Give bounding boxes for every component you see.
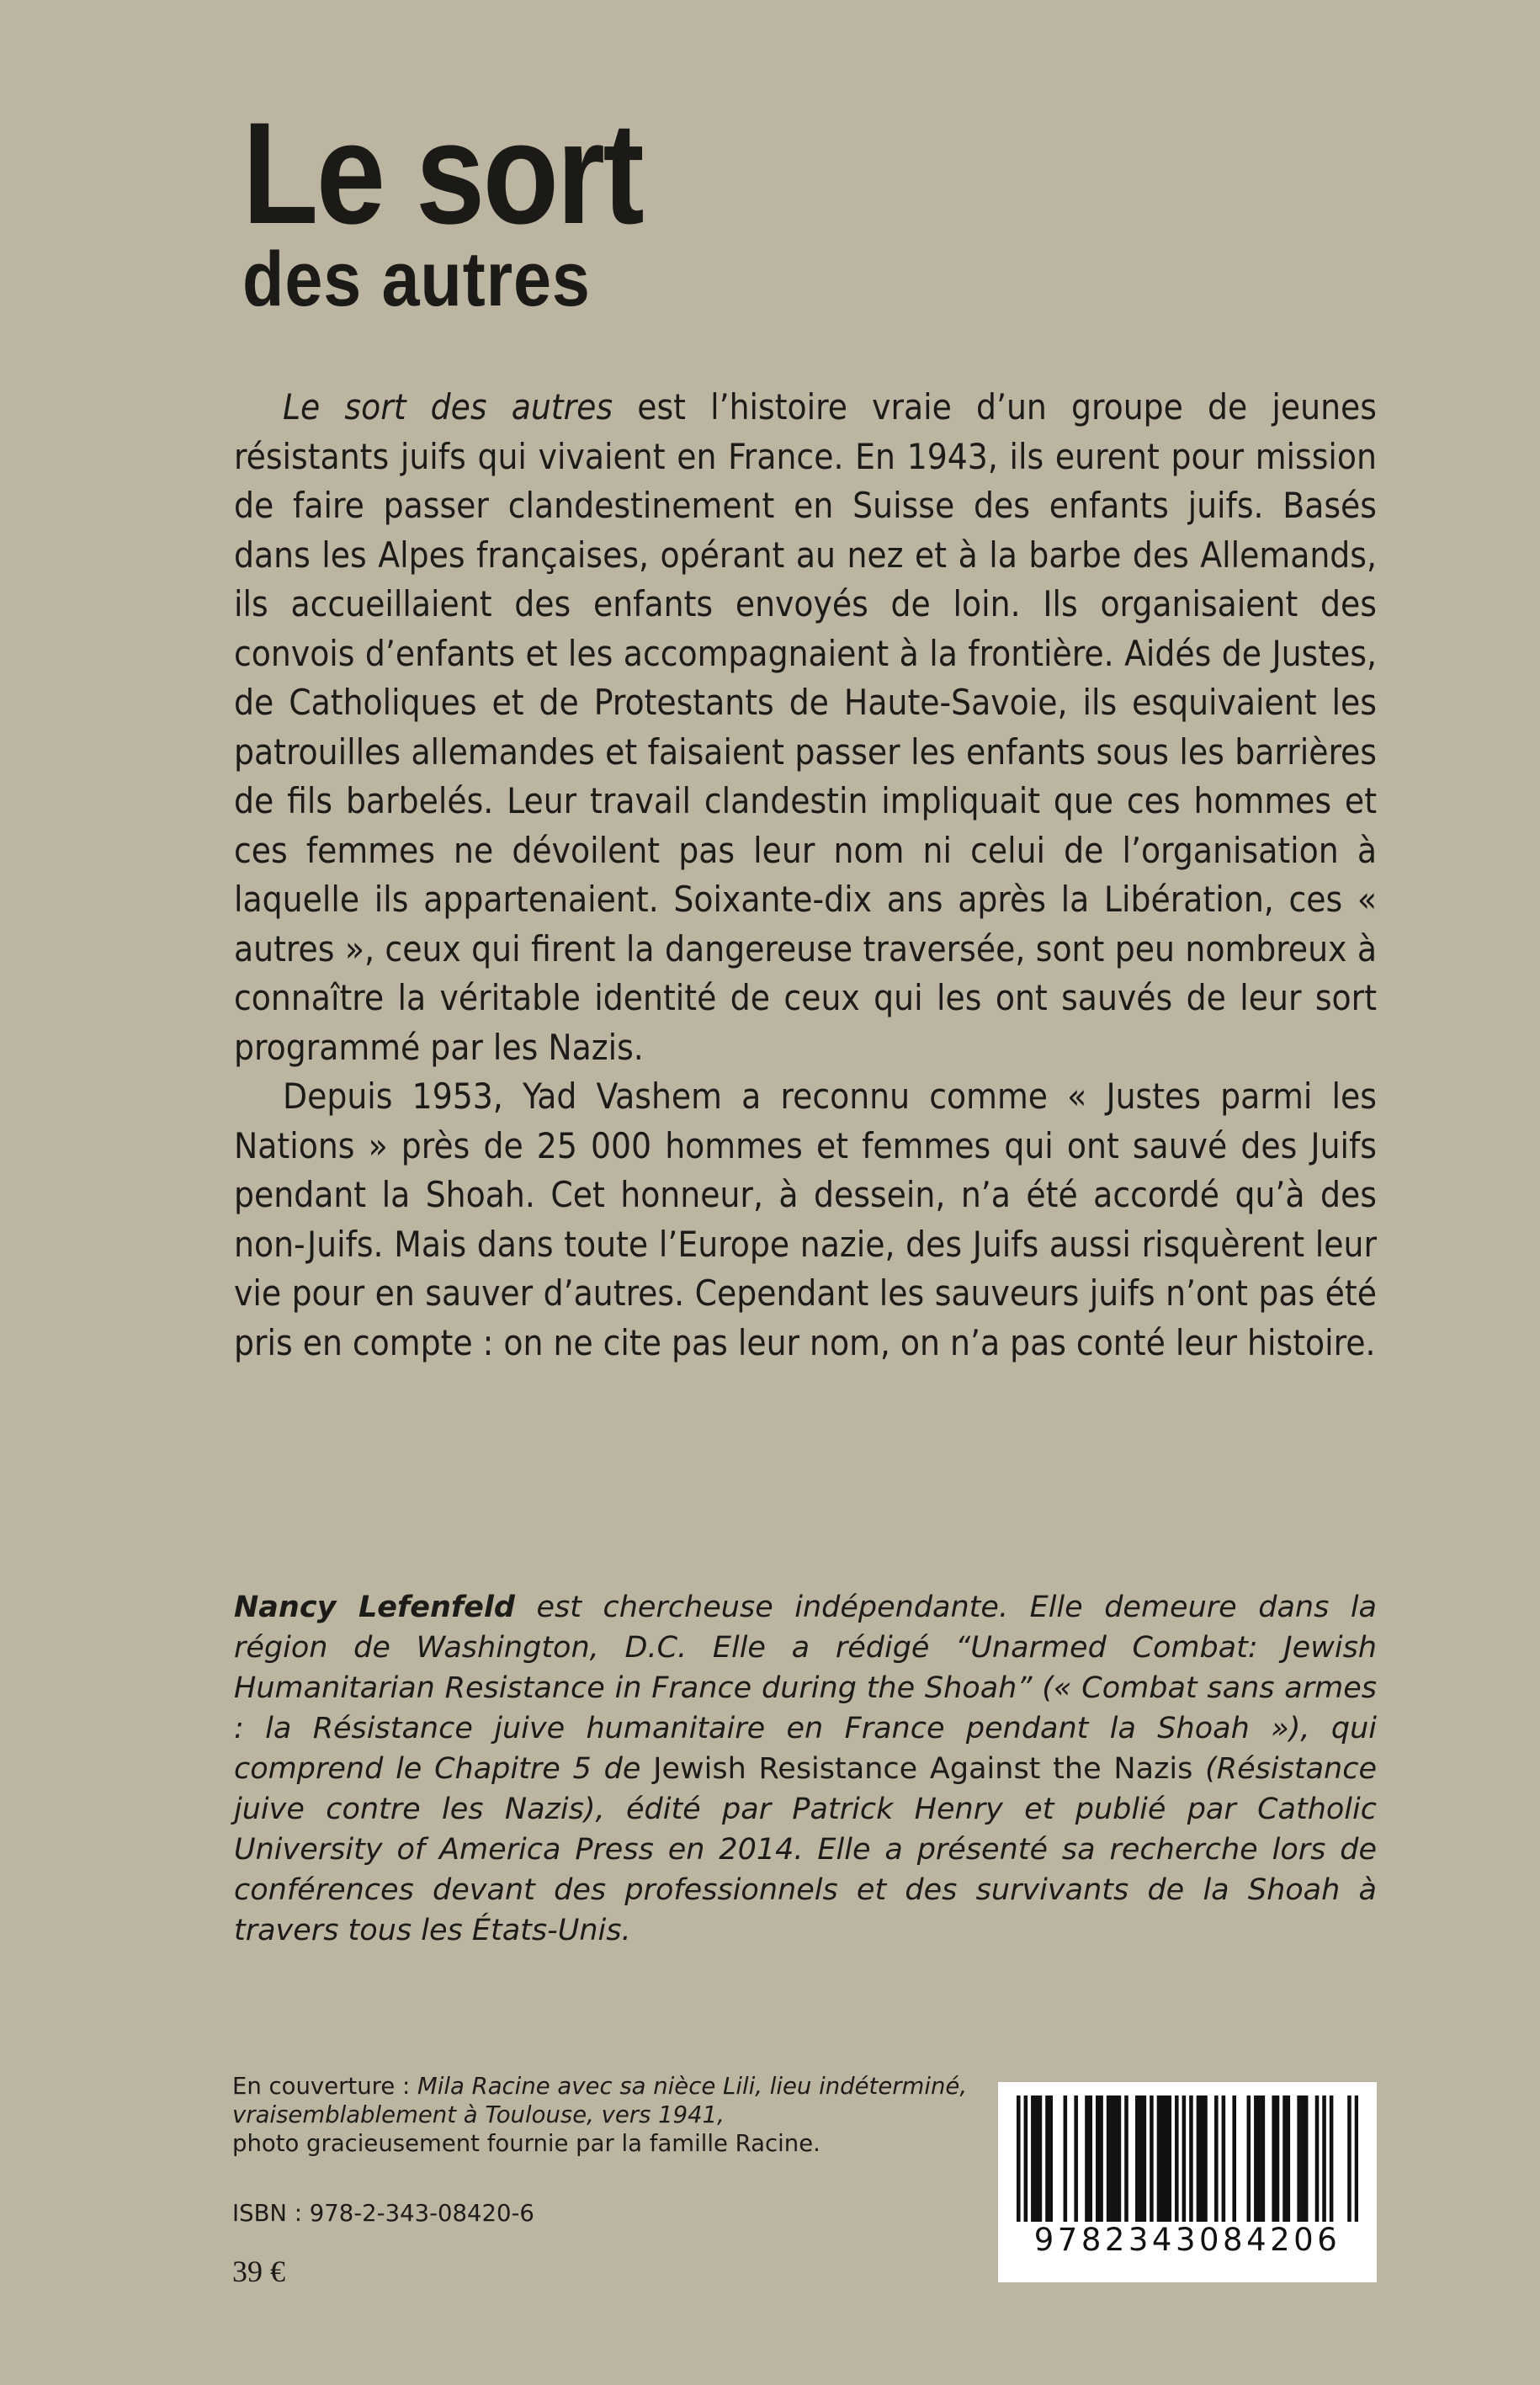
barcode-bar <box>1355 2096 1358 2222</box>
barcode-bar <box>1200 2096 1204 2222</box>
barcode-bar <box>1017 2096 1021 2222</box>
barcode-bar <box>1110 2096 1114 2222</box>
summary-book-title: Le sort des autres <box>283 386 613 428</box>
bio-text-2: (Résistance juive contre les Nazis), édité par Patrick Henry et publié par Catholic University of America Press en 2014. Elle a présenté sa recherche lors de conférences devant des professionnels et des survivants de la Shoah à travers tous les États-Unis. <box>234 1752 1377 1947</box>
barcode-bar <box>1074 2096 1078 2222</box>
barcode-bar <box>1197 2096 1201 2222</box>
barcode-digits: 9782343084206 <box>1033 2222 1341 2258</box>
barcode-bar <box>1167 2096 1171 2222</box>
summary-paragraph-1-text: est l’histoire vraie d’un groupe de jeunes résistants juifs qui vivaient en France. En 1943, ils eurent pour mission de faire passer clandestinement en Suisse des enfants juifs. Basés dans les Alpes françaises, opérant au nez et à la barbe des Allemands, ils accueillaient des enfants envoyés de loin. Ils organisaient des convois d’enfants et les accompagnaient à la frontière. Aidés de Justes, de Catholiques et de Protestants de Haute-Savoie, ils esquivaient les patrouilles allemandes et faisaient passer les enfants sous les barrières de fils barbelés. Leur travail clandestin impliquait que ces hommes et ces femmes ne dévoilent pas leur nom ni celui de l’organisation à laquelle ils appartenaient. Soixante-dix ans après la Libération, ces « autres », ceux qui firent la dangereuse traversée, sont peu nombreux à connaître la véritable identité de ceux qui les ont sauvés de leur sort programmé par les Nazis. <box>234 386 1377 1068</box>
barcode-bars <box>1017 2096 1358 2222</box>
barcode-bar <box>1330 2096 1334 2222</box>
barcode-bar <box>1064 2096 1068 2222</box>
title-line-1: Le sort <box>242 93 643 254</box>
barcode-bar <box>1214 2096 1219 2222</box>
bio-text-1: est chercheuse indépendante. Elle demeure dans la région de Washington, D.C. Elle a rédigé “Unarmed Combat: Jewish Humanitarian Resistance in France during the Shoah” (« Combat sans armes : la Résistance juive humanitaire en France pendant la Shoah »), qui comprend le Chapitre 5 de <box>234 1591 1378 1786</box>
barcode-bar <box>1024 2096 1028 2222</box>
barcode-bar <box>1164 2096 1168 2222</box>
barcode <box>998 2082 1377 2282</box>
summary-text <box>234 383 1377 1368</box>
barcode-bar <box>1031 2096 1035 2222</box>
book-title <box>242 93 707 322</box>
barcode-bar <box>1254 2096 1258 2222</box>
barcode-bar <box>1124 2096 1128 2222</box>
barcode-bar <box>1347 2096 1351 2222</box>
author-name: Nancy Lefenfeld <box>234 1591 515 1624</box>
barcode-bar <box>1160 2096 1165 2222</box>
barcode-bar <box>1139 2096 1143 2222</box>
barcode-bar <box>1045 2096 1049 2222</box>
barcode-bar <box>1257 2096 1261 2222</box>
barcode-bar <box>1261 2096 1266 2222</box>
price: 39 € <box>232 2255 285 2288</box>
barcode-bar <box>1107 2096 1111 2222</box>
barcode-bar <box>1287 2096 1291 2222</box>
credits-description: Mila Racine avec sa nièce Lili, lieu indéterminé, vraisemblablement à Toulouse, vers 1941, <box>232 2073 968 2128</box>
barcode-bar <box>1175 2096 1179 2222</box>
barcode-bar <box>1282 2096 1287 2222</box>
barcode-bar <box>1247 2096 1251 2222</box>
barcode-bar <box>1113 2096 1118 2222</box>
barcode-bar <box>1135 2096 1139 2222</box>
barcode-bar <box>1143 2096 1147 2222</box>
barcode-bar <box>1038 2096 1043 2222</box>
credits-label: En couverture : <box>232 2073 417 2100</box>
credits-photo-source: photo gracieusement fournie par la famille Racine. <box>232 2130 820 2157</box>
barcode-bar <box>1085 2096 1089 2222</box>
barcode-bar <box>1049 2096 1053 2222</box>
barcode-bar <box>1150 2096 1154 2222</box>
author-bio-paragraph <box>234 1587 1377 1951</box>
barcode-bar <box>1322 2096 1326 2222</box>
cover-credits <box>232 2072 973 2158</box>
barcode-bar <box>1157 2096 1161 2222</box>
credits-caption <box>232 2072 973 2129</box>
barcode-bar <box>1297 2096 1301 2222</box>
title-line-2: des autres <box>242 236 591 322</box>
barcode-bar <box>1118 2096 1122 2222</box>
barcode-bar <box>1182 2096 1187 2222</box>
author-bio <box>234 1587 1377 1951</box>
isbn: ISBN : 978-2-343-08420-6 <box>232 2200 534 2227</box>
barcode-bar <box>1222 2096 1226 2222</box>
barcode-bar <box>1301 2096 1305 2222</box>
barcode-bar <box>1272 2096 1276 2222</box>
barcode-bar <box>1304 2096 1309 2222</box>
barcode-bar <box>1099 2096 1103 2222</box>
summary-paragraph-2: Depuis 1953, Yad Vashem a reconnu comme « Justes parmi les Nations » près de 25 000 hommes et femmes qui ont sauvé des Juifs pendant la Shoah. Cet honneur, à dessein, n’a été accordé qu’à des non-Juifs. Mais dans toute l’Europe nazie, des Juifs aussi risquèrent leur vie pour en sauver d’autres. Cependant les sauveurs juifs n’ont pas été pris en compte : on ne cite pas leur nom, on n’a pas conté leur histoire. <box>234 1076 1377 1363</box>
barcode-bar <box>1096 2096 1100 2222</box>
bio-book-title: Jewish Resistance Against the Nazis <box>653 1752 1193 1786</box>
summary-paragraph-1 <box>234 383 1377 1072</box>
barcode-bar <box>1232 2096 1236 2222</box>
barcode-bar <box>1315 2096 1320 2222</box>
barcode-bar <box>1189 2096 1193 2222</box>
barcode-bar <box>1088 2096 1092 2222</box>
barcode-bar <box>1276 2096 1280 2222</box>
barcode-bar <box>1034 2096 1038 2222</box>
barcode-bar <box>1203 2096 1208 2222</box>
